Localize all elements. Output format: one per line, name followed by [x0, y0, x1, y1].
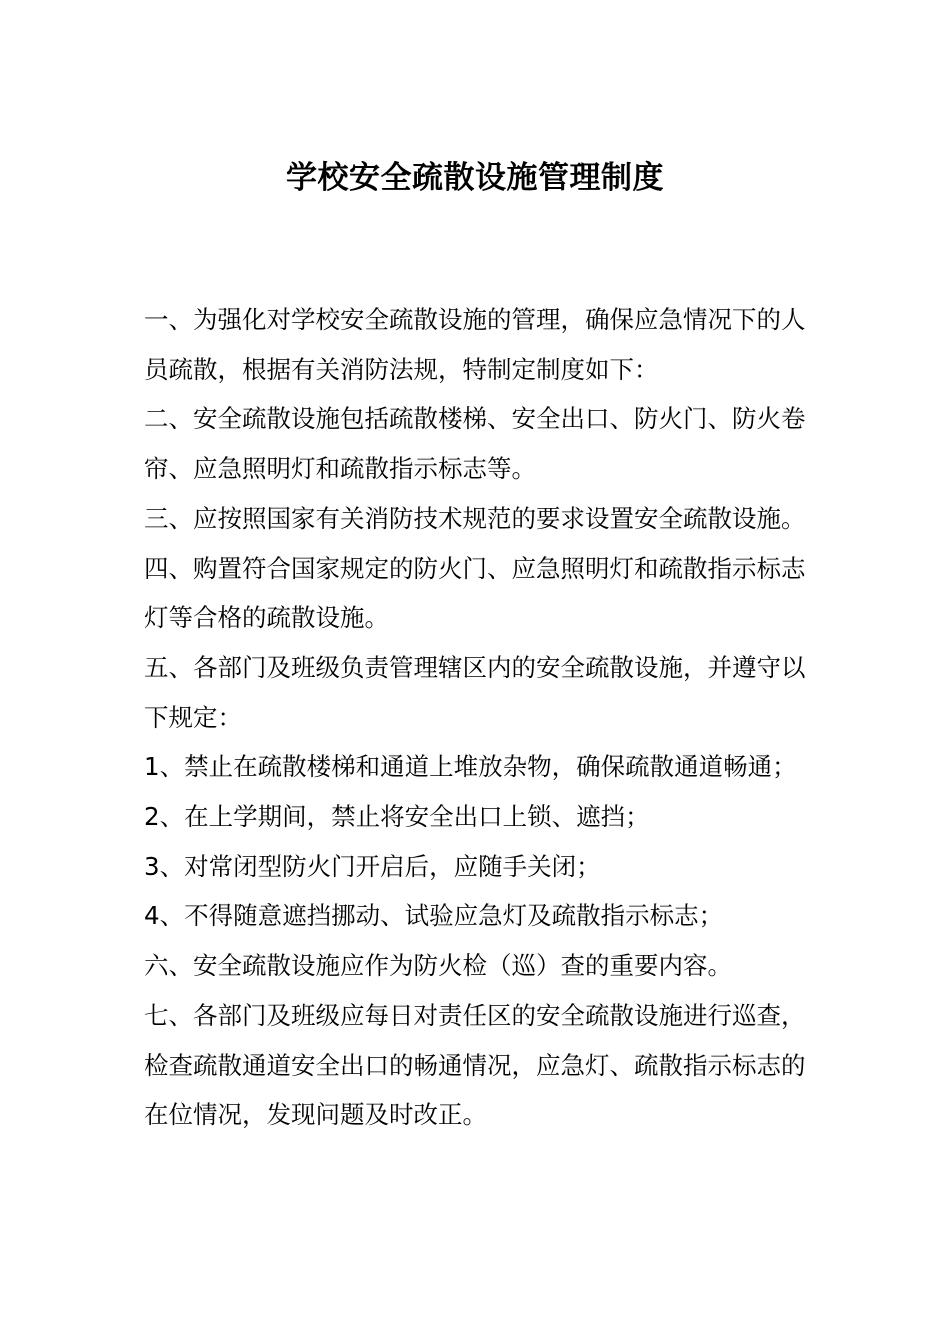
list-item-3: 3、对常闭型防火门开启后，应随手关闭；: [144, 851, 601, 881]
paragraph-6: 六、安全疏散设施应作为防火检（巡）查的重要内容。: [144, 951, 732, 981]
list-item-4: 4、不得随意遮挡挪动、试验应急灯及疏散指示标志；: [144, 901, 724, 931]
document-body: [144, 295, 824, 1140]
document-title: 学校安全疏散设施管理制度: [286, 160, 664, 196]
paragraph-1: 一、为强化对学校安全疏散设施的管理，确保应急情况下的人员疏散，根据有关消防法规，特制定制度如下：: [144, 305, 806, 384]
paragraph-4: 四、购置符合国家规定的防火门、应急照明灯和疏散指示标志灯等合格的疏散设施。: [144, 553, 806, 633]
paragraph-7: 七、各部门及班级应每日对责任区的安全疏散设施进行巡查，检查疏散通道安全出口的畅通情况，应急灯、疏散指示标志的在位情况，发现问题及时改正。: [144, 1000, 806, 1130]
list-item-1: 1、禁止在疏散楼梯和通道上堆放杂物，确保疏散通道畅通；: [144, 752, 797, 782]
paragraph-3: 三、应按照国家有关消防技术规范的要求设置安全疏散设施。: [144, 503, 806, 533]
list-item-2: 2、在上学期间，禁止将安全出口上锁、遮挡；: [144, 802, 650, 832]
paragraph-5: 五、各部门及班级负责管理辖区内的安全疏散设施，并遵守以下规定：: [144, 652, 806, 732]
paragraph-2: 二、安全疏散设施包括疏散楼梯、安全出口、防火门、防火卷帘、应急照明灯和疏散指示标志等。: [144, 404, 806, 484]
